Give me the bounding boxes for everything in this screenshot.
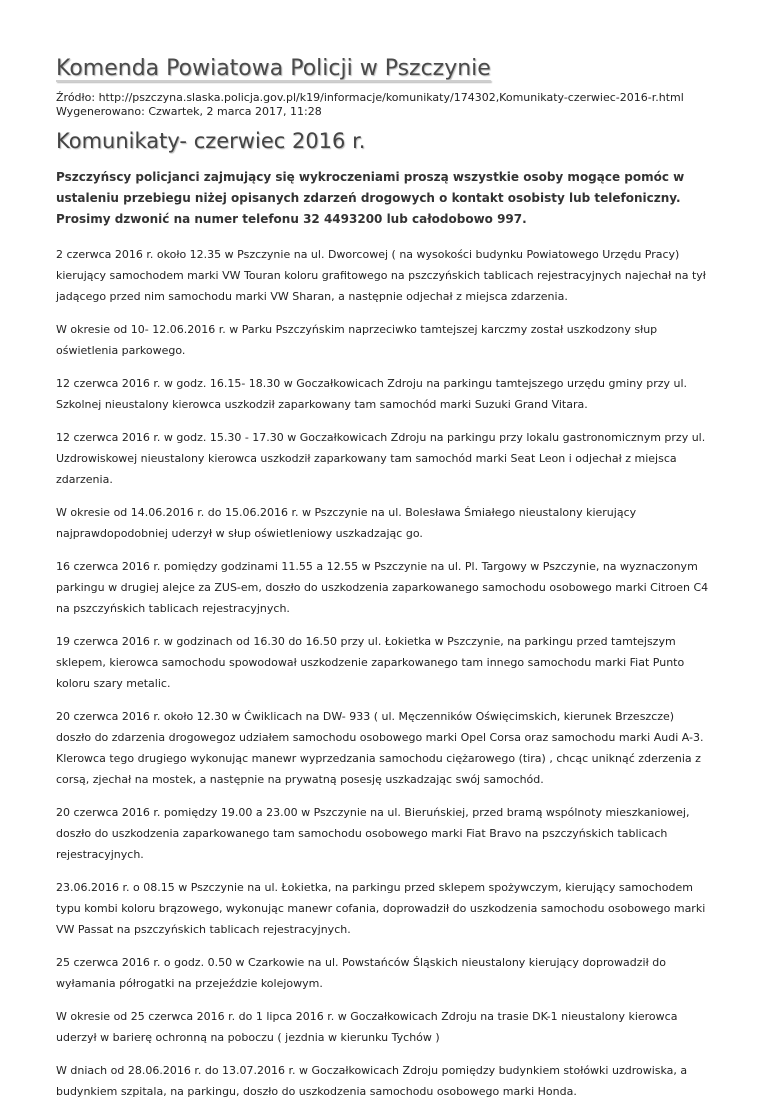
- incident-paragraph: 16 czerwca 2016 r. pomiędzy godzinami 11.55 a 12.55 w Pszczynie na ul. Pl. Targowy w Pszczynie, na wyznaczonym parkingu w drugiej alejce za ZUS-em, doszło do uszkodzenia zaparkowanego samochodu osobowego marki Citroen C4 na pszczyńskich tablicach rejestracyjnych.: [56, 560, 709, 615]
- incident-paragraph: 2 czerwca 2016 r. około 12.35 w Pszczynie na ul. Dworcowej ( na wysokości budynku Powiatowego Urzędu Pracy) kierujący samochodem marki VW Touran koloru grafitowego na pszczyńskich tablicach rejestracyjnych najechał na tył jadącego przed nim samochodu marki VW Sharan, a następnie odjechał z miejsca zdarzenia.: [56, 248, 706, 303]
- article-body: [56, 244, 712, 1102]
- incident-paragraph: 19 czerwca 2016 r. w godzinach od 16.30 do 16.50 przy ul. Łokietka w Pszczynie, na parkingu przed tamtejszym sklepem, kierowca samochodu spowodował uszkodzenie zaparkowanego tam innego samochodu marki Fiat Punto koloru szary metalic.: [56, 635, 685, 690]
- source-line: Źródło: http://pszczyna.slaska.policja.gov.pl/k19/informacje/komunikaty/174302,Komunikaty-czerwiec-2016-r.html: [56, 91, 684, 104]
- incident-paragraph: 20 czerwca 2016 r. pomiędzy 19.00 a 23.00 w Pszczynie na ul. Bieruńskiej, przed bramą wspólnoty mieszkaniowej, doszło do uszkodzenia zaparkowanego tam samochodu osobowego marki Fiat Bravo na pszczyńskich tablicach rejestracyjnych.: [56, 806, 690, 861]
- incident-paragraph: W okresie od 10- 12.06.2016 r. w Parku Pszczyńskim naprzeciwko tamtejszej karczmy został uszkodzony słup oświetlenia parkowego.: [56, 323, 658, 357]
- incident-paragraph: 25 czerwca 2016 r. o godz. 0.50 w Czarkowie na ul. Powstańców Śląskich nieustalony kierujący doprowadził do wyłamania półrogatki na przejeździe kolejowym.: [56, 956, 666, 990]
- incident-paragraph: W okresie od 14.06.2016 r. do 15.06.2016 r. w Pszczynie na ul. Bolesława Śmiałego nieustalony kierujący najprawdopodobniej uderzył w słup oświetleniowy uszkadzając go.: [56, 506, 637, 540]
- incident-paragraph: W okresie od 25 czerwca 2016 r. do 1 lipca 2016 r. w Goczałkowicach Zdroju na trasie DK-1 nieustalony kierowca uderzył w barierę ochronną na poboczu ( jezdnia w kierunku Tychów ): [56, 1010, 678, 1044]
- incident-paragraph: 12 czerwca 2016 r. w godz. 16.15- 18.30 w Goczałkowicach Zdroju na parkingu tamtejszego urzędu gminy przy ul. Szkolnej nieustalony kierowca uszkodził zaparkowany tam samochód marki Suzuki Grand Vitara.: [56, 377, 688, 411]
- lead-paragraph: Pszczyńscy policjanci zajmujący się wykroczeniami proszą wszystkie osoby mogące pomóc w ustaleniu przebiegu niżej opisanych zdarzeń drogowych o kontakt osobisty lub telefoniczny. Prosimy dzwonić na numer telefonu 32 4493200 lub całodobowo 997.: [56, 170, 685, 226]
- incident-paragraph: 23.06.2016 r. o 08.15 w Pszczynie na ul. Łokietka, na parkingu przed sklepem spożywczym, kierujący samochodem typu kombi koloru brązowego, wykonując manewr cofania, doprowadził do uszkodzenia samochodu osobowego marki VW Passat na pszczyńskich tablicach rejestracyjnych.: [56, 881, 706, 936]
- page-title: Komunikaty- czerwiec 2016 r.: [56, 129, 366, 153]
- incident-paragraph: 12 czerwca 2016 r. w godz. 15.30 - 17.30 w Goczałkowicach Zdroju na parkingu przy lokalu gastronomicznym przy ul. Uzdrowiskowej nieustalony kierowca uszkodził zaparkowany tam samochód marki Seat Leon i odjechał z miejsca zdarzenia.: [56, 431, 706, 486]
- incident-paragraph: 20 czerwca 2016 r. około 12.30 w Ćwiklicach na DW- 933 ( ul. Męczenników Oświęcimskich, kierunek Brzeszcze) doszło do zdarzenia drogowegoz udziałem samochodu osobowego marki Opel Corsa oraz samochodu marki Audi A-3. Klerowca tego drugiego wykonując manewr wyprzedzania samochodu ciężarowego (tira) , chcąc uniknąć zderzenia z corsą, zjechał na mostek, a następnie na prywatną posesję uszkadzając swój samochód.: [56, 710, 704, 786]
- incident-paragraph: W dniach od 28.06.2016 r. do 13.07.2016 r. w Goczałkowicach Zdroju pomiędzy budynkiem stołówki uzdrowiska, a budynkiem szpitala, na parkingu, doszło do uszkodzenia samochodu osobowego marki Honda.: [56, 1064, 688, 1098]
- site-title: Komenda Powiatowa Policji w Pszczynie: [56, 56, 491, 81]
- generated-line: Wygenerowano: Czwartek, 2 marca 2017, 11:28: [56, 105, 322, 118]
